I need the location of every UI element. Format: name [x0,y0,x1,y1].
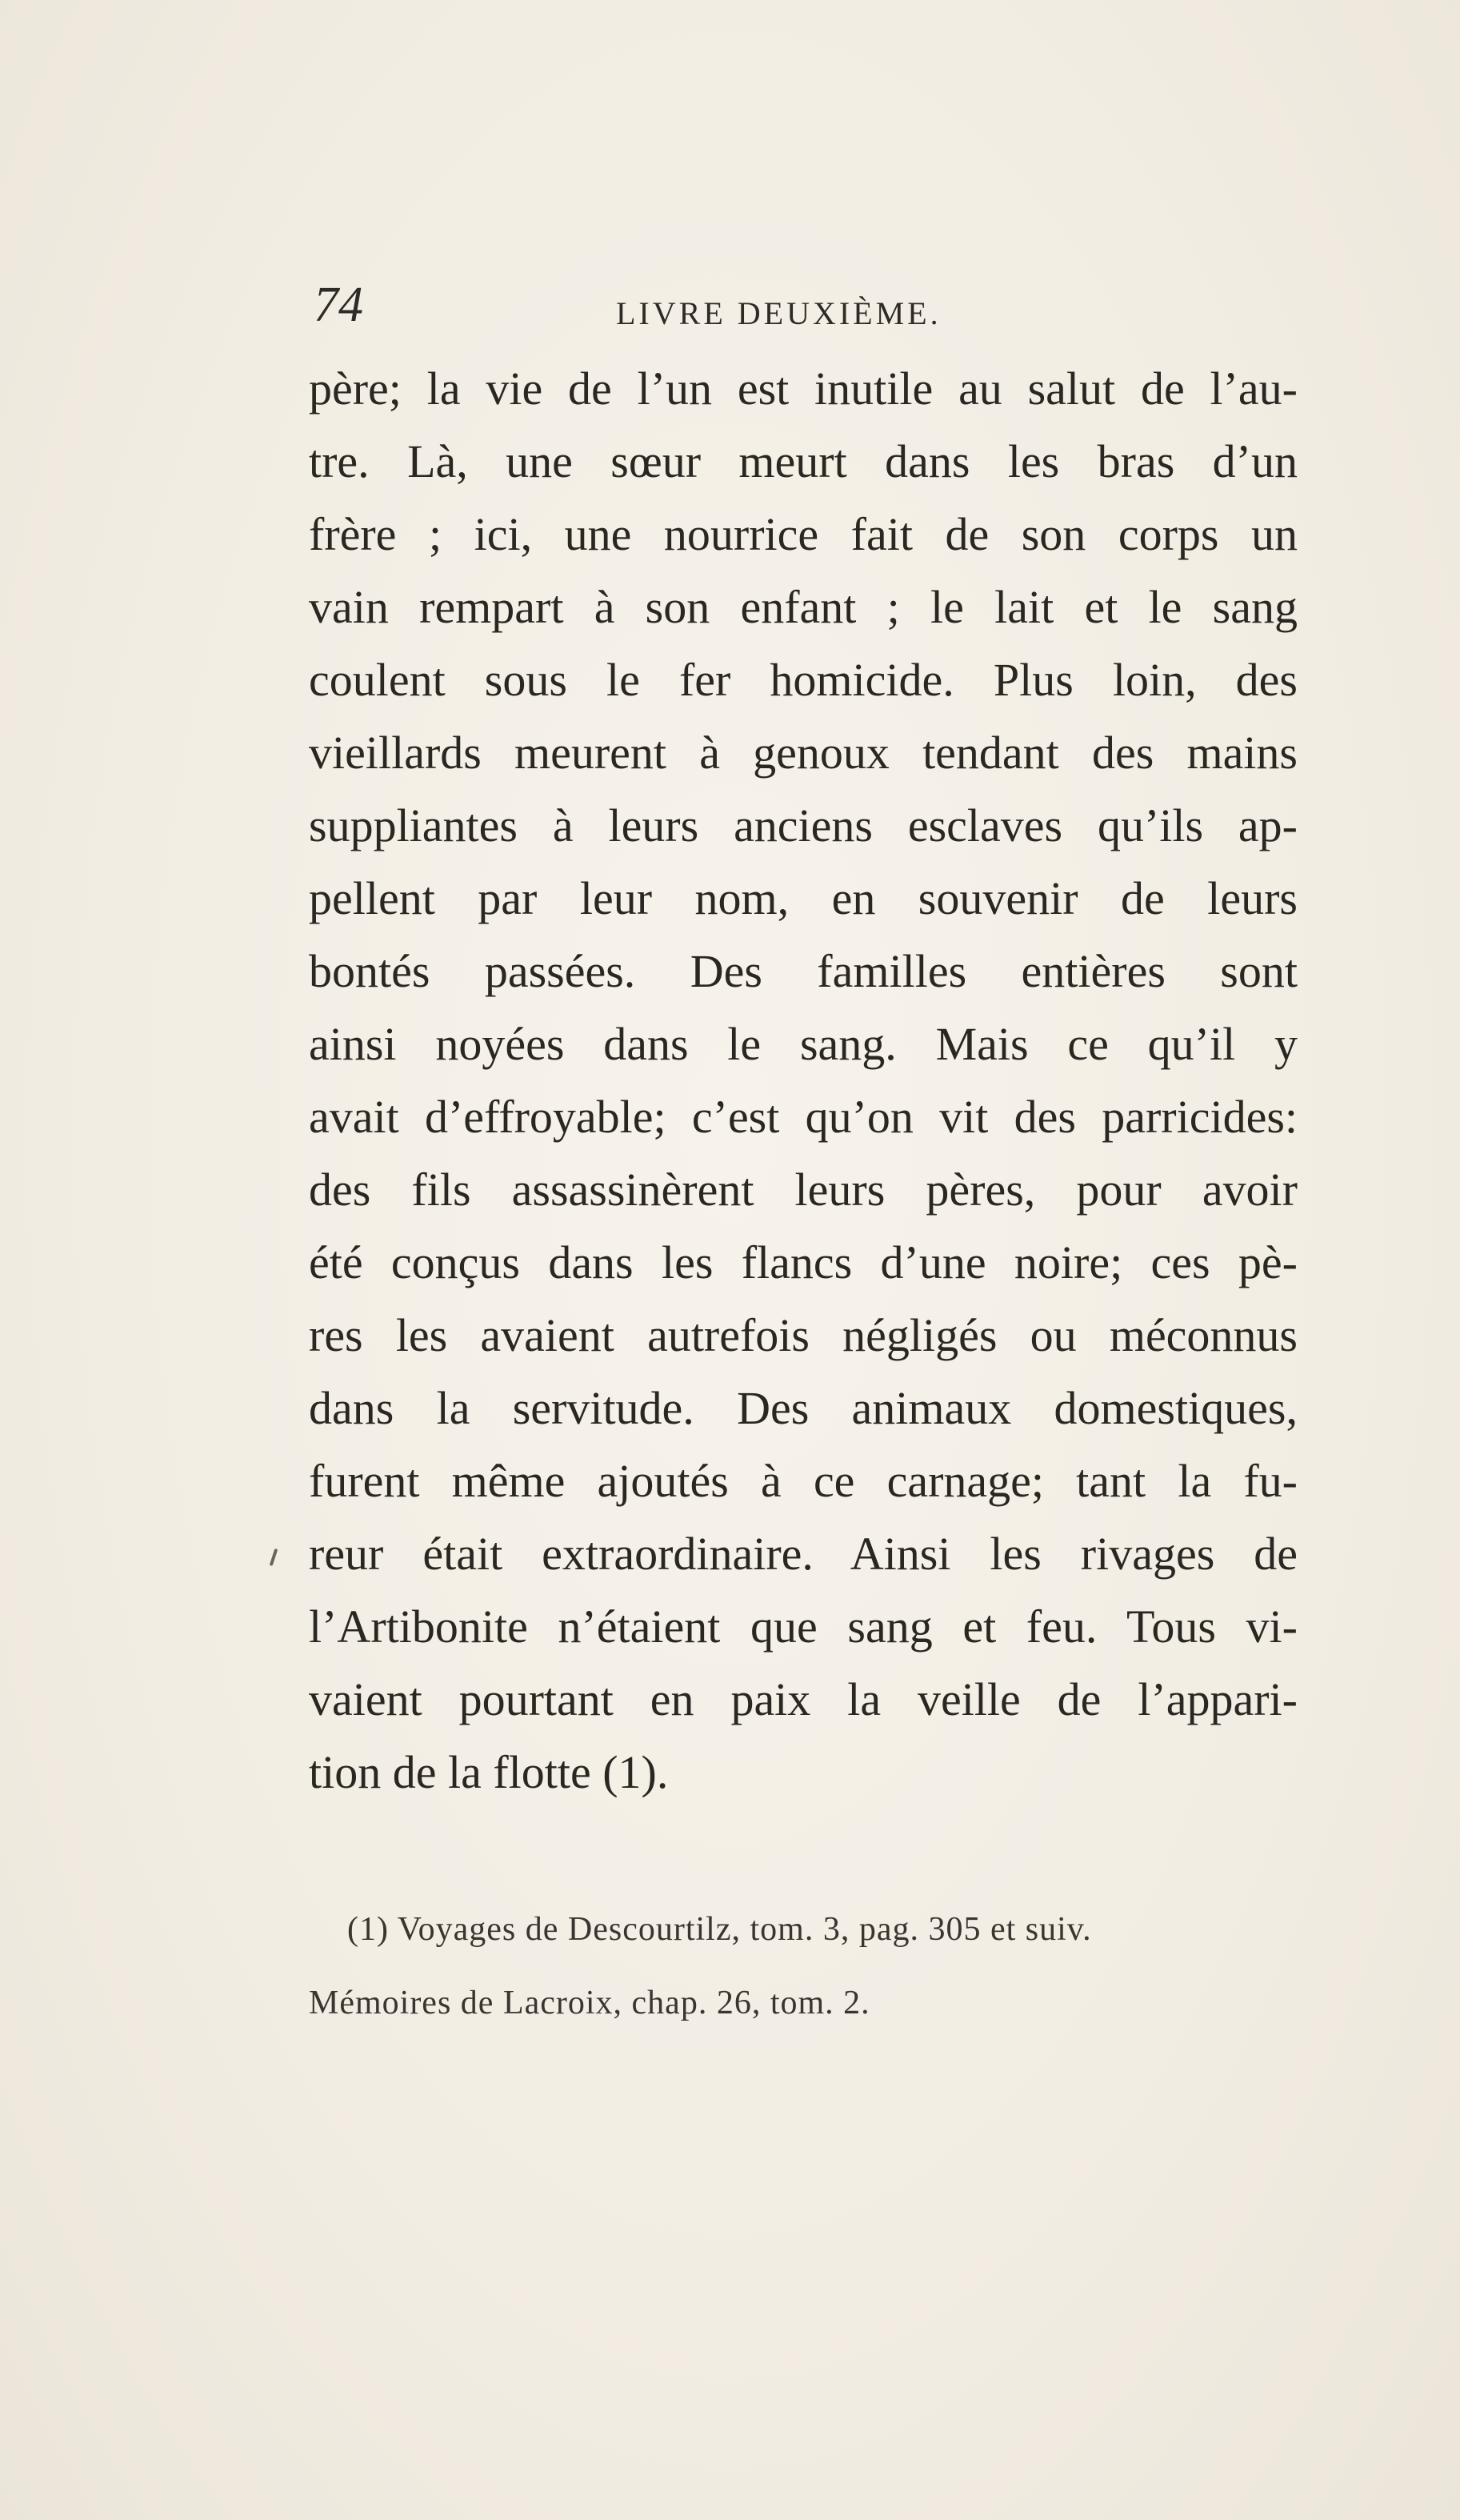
body-text [309,352,1298,1809]
running-title: LIVRE DEUXIÈME. [616,295,942,331]
text-line: des fils assassinèrent leurs pères, pour avoir [309,1164,1298,1216]
text-line-last: tion de la flotte (1). [309,1746,669,1798]
text-line: vaient pourtant en paix la veille de l’appari- [309,1673,1298,1725]
text-line: vieillards meurent à genoux tendant des mains [309,727,1298,779]
text-line: furent même ajoutés à ce carnage; tant la fu- [309,1455,1298,1507]
text-line: avait d’effroyable; c’est qu’on vit des parricides: [309,1091,1298,1143]
footnote-line: Mémoires de Lacroix, chap. 26, tom. 2. [309,1985,870,2021]
text-line: l’Artibonite n’étaient que sang et feu. Tous vi- [309,1601,1298,1653]
text-line: vain rempart à son enfant ; le lait et le sang [309,581,1298,633]
text-line: tre. Là, une sœur meurt dans les bras d’un [309,435,1298,487]
text-line: reur était extraordinaire. Ainsi les rivages de [309,1528,1298,1580]
text-line: res les avaient autrefois négligés ou méconnus [309,1309,1298,1361]
text-line: été conçus dans les flancs d’une noire; ces pè- [309,1236,1298,1288]
text-line: père; la vie de l’un est inutile au salut de l’au- [309,363,1298,415]
footnotes [309,1893,1301,2040]
text-line: bontés passées. Des familles entières sont [309,945,1298,997]
text-line: pellent par leur nom, en souvenir de leurs [309,872,1298,924]
footnote-line: (1) Voyages de Descourtilz, tom. 3, pag. 305 et suiv. [347,1911,1092,1948]
margin-mark [270,1548,278,1566]
text-line: frère ; ici, une nourrice fait de son corps un [309,508,1298,560]
page-number: 74 [314,278,363,332]
text-line: coulent sous le fer homicide. Plus loin, des [309,654,1298,706]
text-line: suppliantes à leurs anciens esclaves qu’ils ap- [309,799,1298,851]
text-line: ainsi noyées dans le sang. Mais ce qu’il y [309,1018,1298,1070]
text-line: dans la servitude. Des animaux domestiques, [309,1382,1298,1434]
